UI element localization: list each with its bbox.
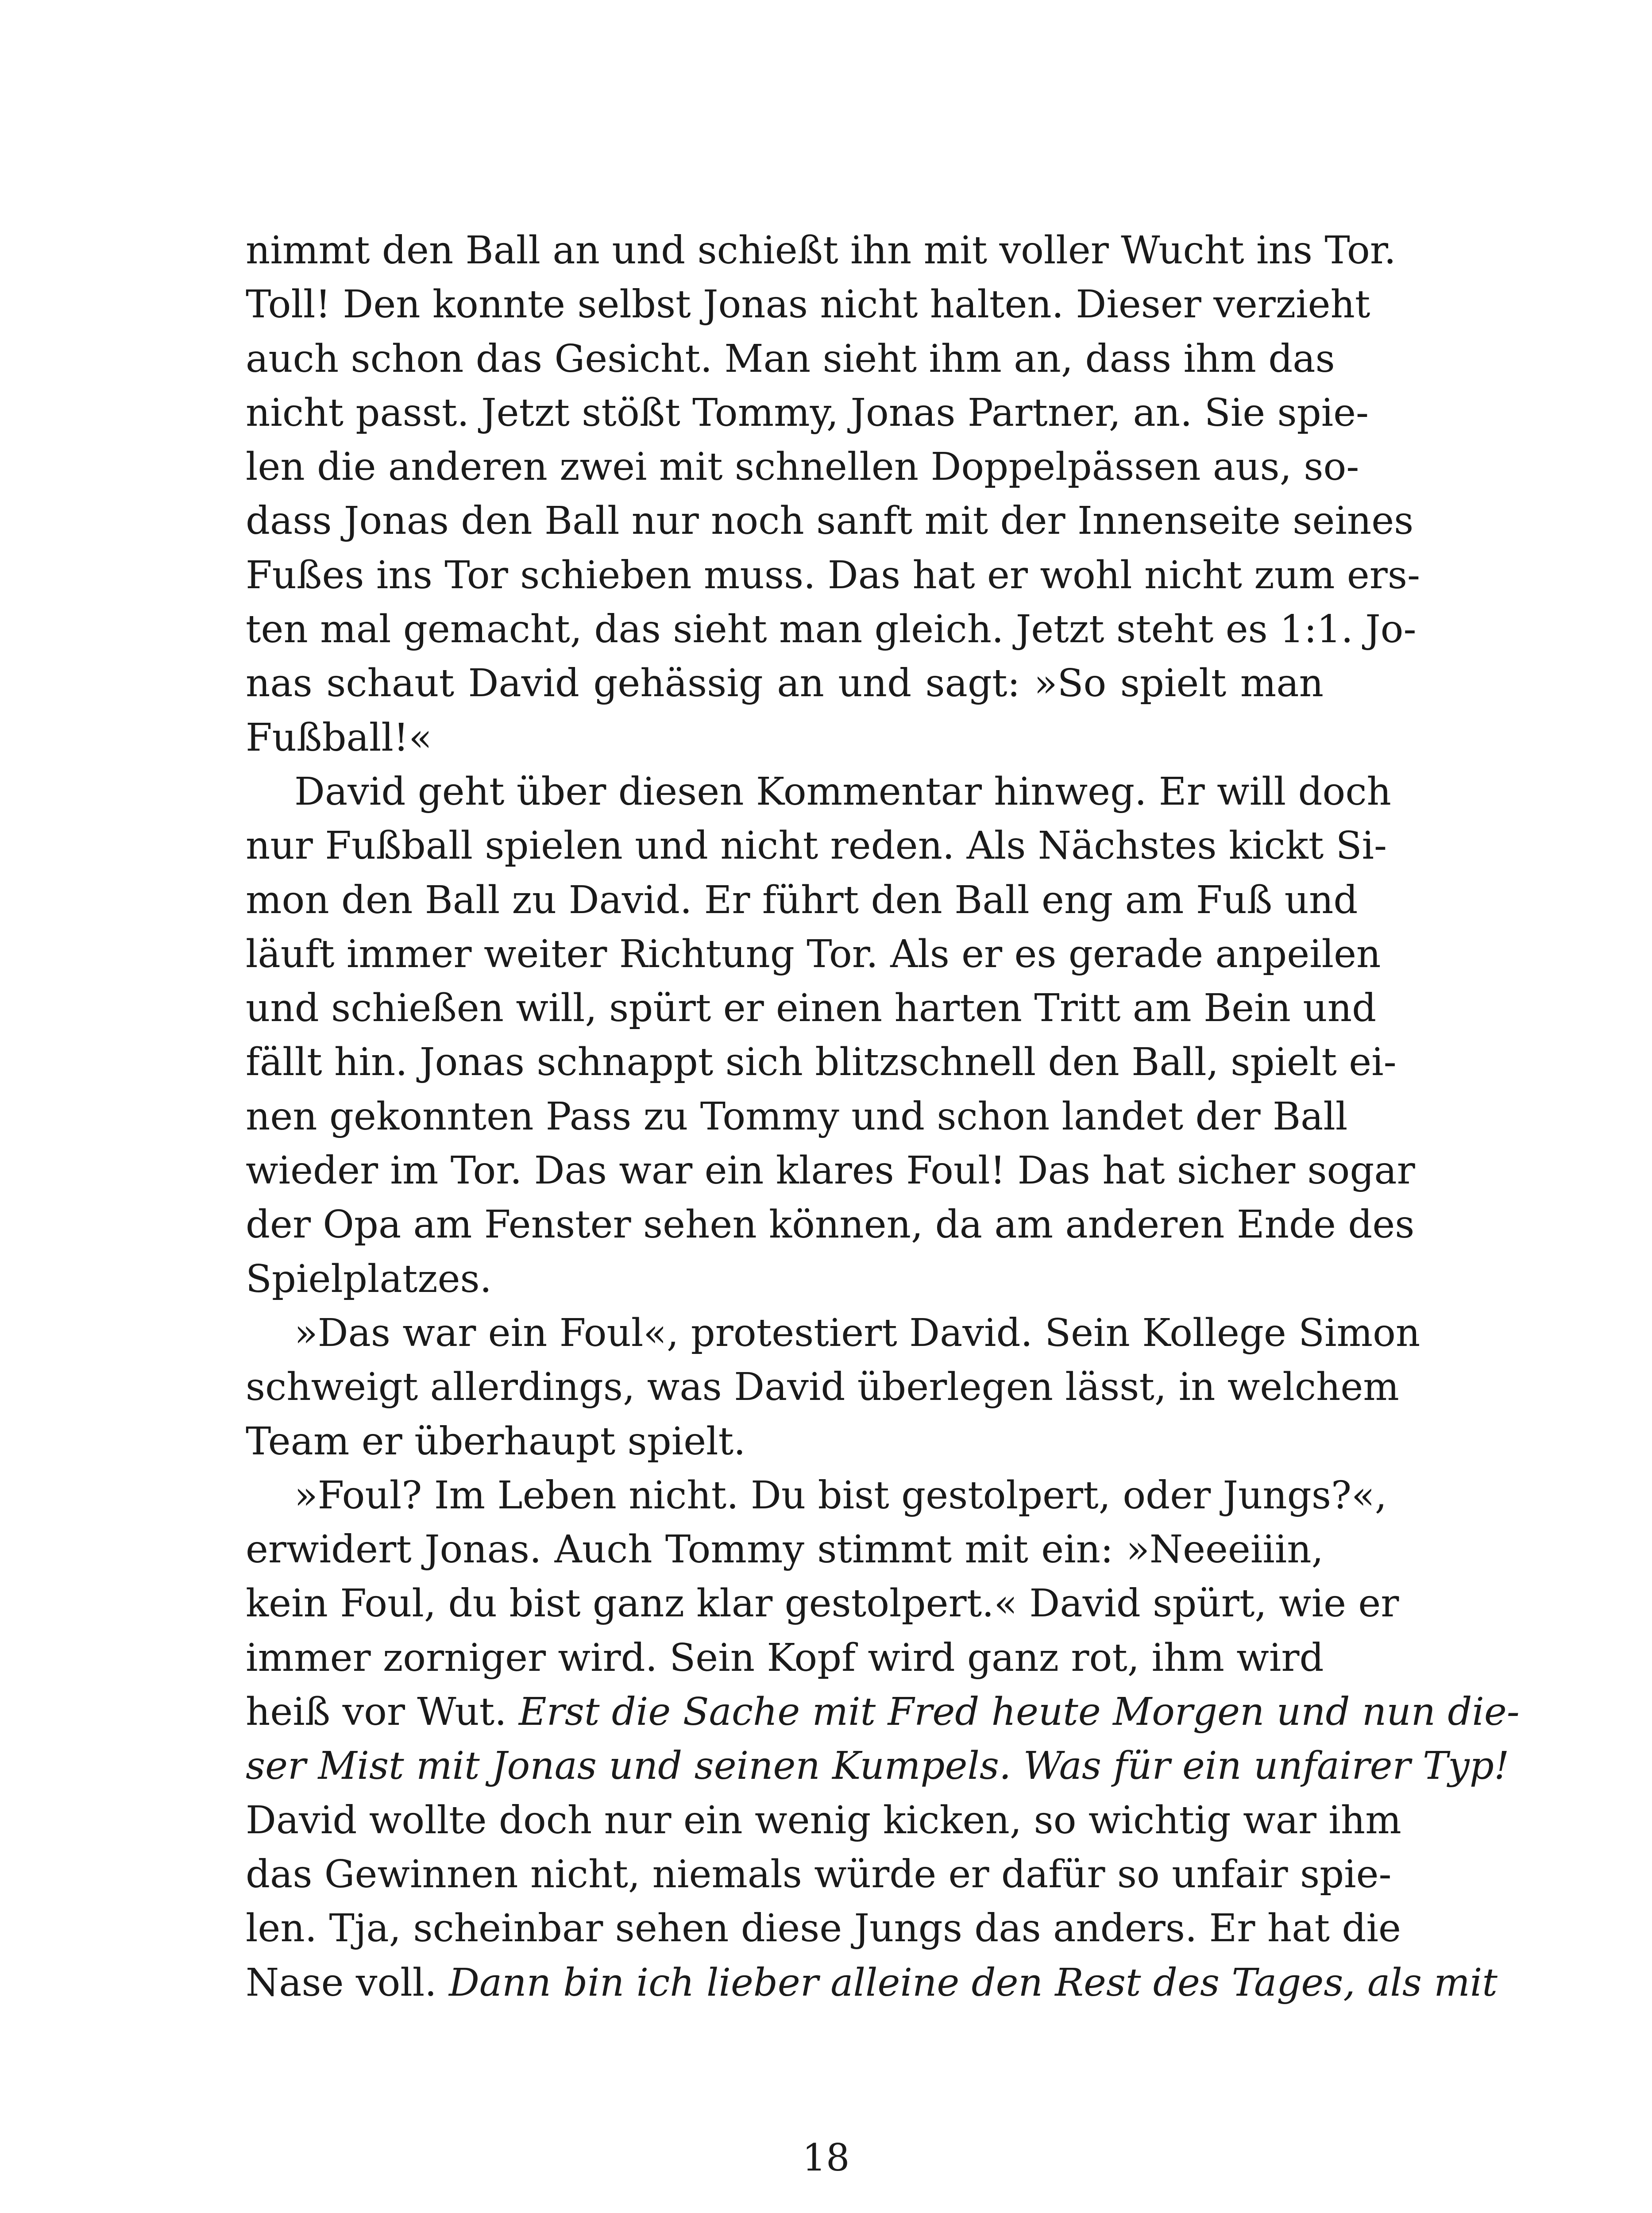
text-line: der Opa am Fenster sehen können, da am anderen Ende des bbox=[246, 1203, 1415, 1247]
text-line: dass Jonas den Ball nur noch sanft mit der Innenseite seines bbox=[246, 499, 1414, 544]
text-line: erwidert Jonas. Auch Tommy stimmt mit ein: »Neeeiiin, bbox=[246, 1527, 1324, 1572]
text-line: wieder im Tor. Das war ein klares Foul! Das hat sicher sogar bbox=[246, 1149, 1415, 1193]
text-line: Fußball!« bbox=[246, 715, 432, 760]
text-line: nen gekonnten Pass zu Tommy und schon landet der Ball bbox=[246, 1094, 1348, 1139]
text-line: ten mal gemacht, das sieht man gleich. Jetzt steht es 1:1. Jo- bbox=[246, 607, 1417, 652]
text-line: läuft immer weiter Richtung Tor. Als er es gerade anpeilen bbox=[246, 932, 1381, 976]
text-line: Spielplatzes. bbox=[246, 1257, 492, 1301]
text-line: mon den Ball zu David. Er führt den Ball eng am Fuß und bbox=[246, 878, 1358, 922]
text-line: das Gewinnen nicht, niemals würde er dafür so unfair spie- bbox=[246, 1852, 1392, 1897]
body-text bbox=[246, 224, 1520, 2010]
page-number: 18 bbox=[802, 2136, 850, 2179]
italic-thought-text: Dann bin ich lieber alleine den Rest des Tages, als mit bbox=[448, 1960, 1498, 2005]
text-line: nur Fußball spielen und nicht reden. Als Nächstes kickt Si- bbox=[246, 824, 1387, 868]
text-line: nimmt den Ball an und schießt ihn mit voller Wucht ins Tor. bbox=[246, 228, 1396, 273]
italic-thought-text: Erst die Sache mit Fred heute Morgen und nun die- bbox=[518, 1690, 1520, 1735]
text-line: len. Tja, scheinbar sehen diese Jungs das anders. Er hat die bbox=[246, 1906, 1401, 1951]
text-line: David wollte doch nur ein wenig kicken, so wichtig war ihm bbox=[246, 1798, 1401, 1843]
paragraph-first-line: David geht über diesen Kommentar hinweg. Er will doch bbox=[294, 769, 1391, 814]
text-line: len die anderen zwei mit schnellen Doppelpässen aus, so- bbox=[246, 445, 1359, 490]
text-line: nas schaut David gehässig an und sagt: »So spielt man bbox=[246, 661, 1324, 706]
text-line-mixed bbox=[246, 1685, 1520, 1739]
text-line: immer zorniger wird. Sein Kopf wird ganz rot, ihm wird bbox=[246, 1635, 1324, 1680]
paragraph-first-line: »Das war ein Foul«, protestiert David. Sein Kollege Simon bbox=[294, 1311, 1420, 1355]
text-line: nicht passt. Jetzt stößt Tommy, Jonas Partner, an. Sie spie- bbox=[246, 390, 1369, 435]
text-line: Fußes ins Tor schieben muss. Das hat er wohl nicht zum ers- bbox=[246, 553, 1420, 598]
text-line: kein Foul, du bist ganz klar gestolpert.« David spürt, wie er bbox=[246, 1581, 1399, 1626]
text-line: fällt hin. Jonas schnappt sich blitzschnell den Ball, spielt ei- bbox=[246, 1040, 1397, 1085]
text-line-mixed bbox=[246, 1956, 1498, 2010]
text-line: Toll! Den konnte selbst Jonas nicht halten. Dieser verzieht bbox=[246, 282, 1370, 327]
text-line: auch schon das Gesicht. Man sieht ihm an, dass ihm das bbox=[246, 336, 1335, 381]
regular-text: heiß vor Wut. bbox=[246, 1690, 507, 1735]
text-line: schweigt allerdings, was David überlegen lässt, in welchem bbox=[246, 1365, 1399, 1410]
italic-thought-line: ser Mist mit Jonas und seinen Kumpels. Was für ein unfairer Typ! bbox=[246, 1744, 1509, 1789]
paragraph-first-line: »Foul? Im Leben nicht. Du bist gestolpert, oder Jungs?«, bbox=[294, 1473, 1387, 1518]
text-line: und schießen will, spürt er einen harten Tritt am Bein und bbox=[246, 986, 1377, 1031]
text-line: Team er überhaupt spielt. bbox=[246, 1419, 746, 1464]
regular-text: Nase voll. bbox=[246, 1960, 437, 2005]
